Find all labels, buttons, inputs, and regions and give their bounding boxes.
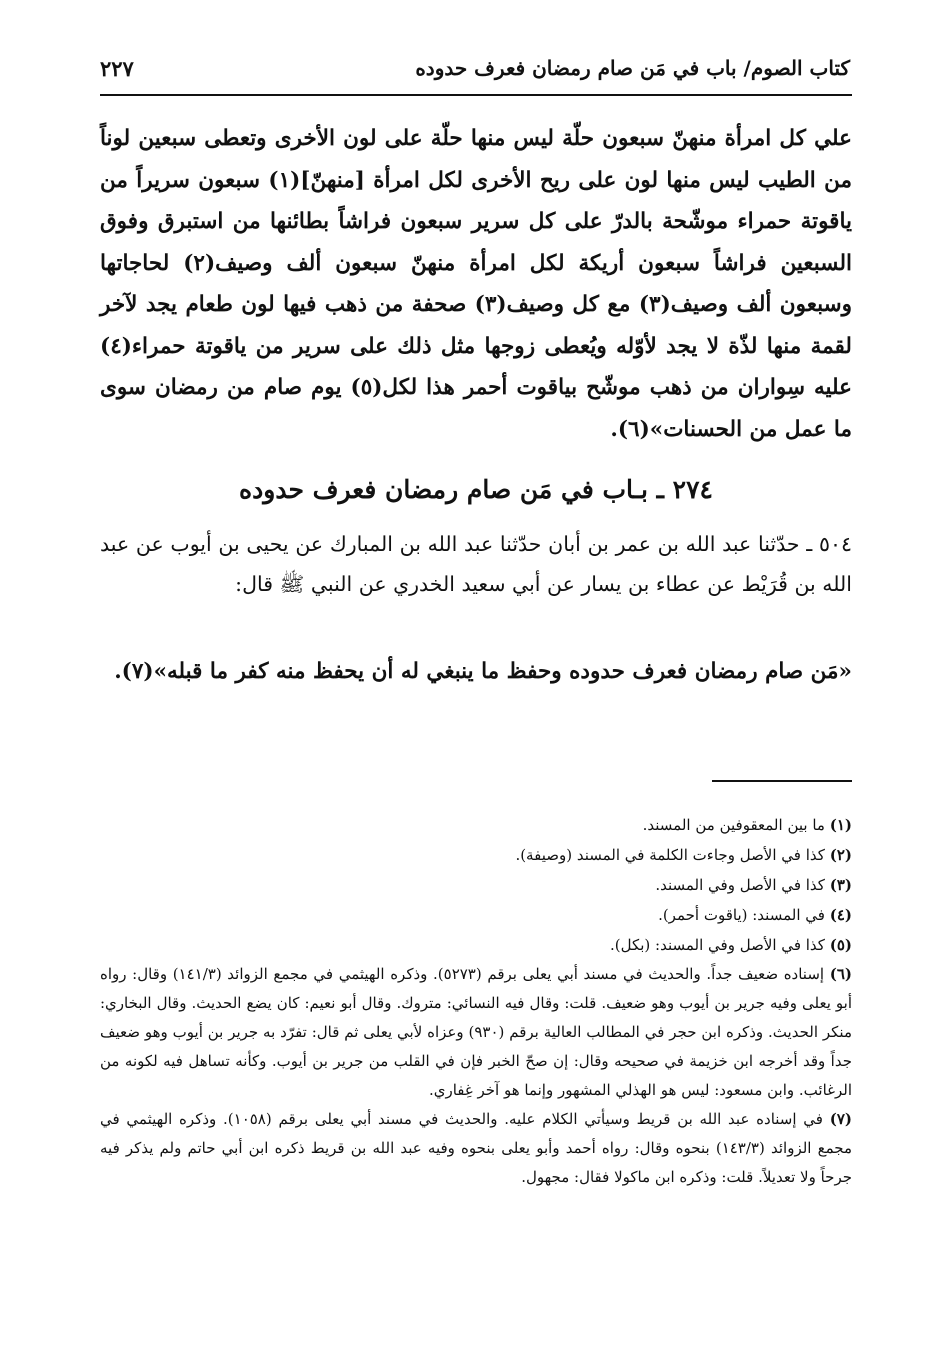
footnote-3 [100,870,852,900]
footnote-text: في إسناده عبد الله بن قريط وسيأتي الكلام عليه. والحديث في مسند أبي يعلى برقم (١٠٥٨). وذكره الهيثمي في مجمع الزوائد (١٤٣/٣) بنحوه وقال: رواه أحمد وأبو يعلى بنحوه وفيه عبد الله بن قريط ذكره ابن أبي حاتم ولم يذكر فيه جرحاً ولا تعديلاً. قلت: وذكره ابن ماكولا فقال: مجهول. [100,1110,852,1186]
footnote-text: كذا في الأصل وجاءت الكلمة في المسند (وصيفة). [515,846,825,864]
footnote-number: (٢) [829,846,852,864]
header-divider [100,94,852,96]
footnote-number: (٦) [829,965,852,983]
footnote-number: (٣) [829,876,852,894]
footnote-6 [100,960,852,1105]
footnote-4 [100,900,852,930]
chapter-heading: ٢٧٤ ـ بـاب في مَن صام رمضان فعرف حدوده [239,475,713,504]
hadith-isnad: ٥٠٤ ـ حدّثنا عبد الله بن عمر بن أبان حدّثنا عبد الله بن المبارك عن يحيى بن أيوب عن عبد الله بن قُرَيْط عن عطاء بن يسار عن أبي سعيد الخدري عن النبي ﷺ قال: [100,532,852,596]
main-text-block [100,118,852,450]
footnotes-section [100,810,852,1192]
footnote-text: ما بين المعقوفين من المسند. [642,816,825,834]
hadith-matn: «مَن صام رمضان فعرف حدوده وحفظ ما ينبغي له أن يحفظ منه كفر ما قبله»(٧). [114,659,852,684]
footnote-number: (٤) [829,906,852,924]
footnote-text: كذا في الأصل وفي المسند. [655,876,825,894]
page-number: ٢٢٧ [100,56,134,81]
footnote-number: (٧) [829,1110,852,1128]
footnote-number: (١) [829,816,852,834]
footnote-1 [100,810,852,840]
running-title: كتاب الصوم/ باب في مَن صام رمضان فعرف حدوده [415,56,850,80]
footnote-text: إسناده ضعيف جداً. والحديث في مسند أبي يعلى برقم (٥٢٧٣). وذكره الهيثمي في مجمع الزوائد (١٤١/٣) وقال: رواه أبو يعلى وفيه جرير بن أيوب وهو ضعيف. قلت: وقال فيه النسائي: متروك. وقال أبو نعيم: كان يضع الحديث. وقال البخاري: منكر الحديث. وذكره ابن حجر في المطالب العالية برقم (٩٣٠) وعزاه لأبي يعلى ثم قال: تفرّد به جرير بن أيوب وهو ضعيف جداً وقد أخرجه ابن خزيمة في صحيحه وقال: إن صحّ الخبر فإن في القلب من جرير بن أيوب. وكأنه تساهل فيه لكونه من الرغائب. وابن مسعود: ليس هو الهذلي المشهور وإنما هو آخر غِفاري. [100,965,852,1099]
footnote-7 [100,1105,852,1192]
footnote-divider [712,780,852,782]
footnote-text: كذا في الأصل وفي المسند: (بكل). [609,936,825,954]
footnote-2 [100,840,852,870]
footnote-number: (٥) [829,936,852,954]
running-header [100,56,850,92]
footnote-text: في المسند: (ياقوت أحمر). [658,906,825,924]
main-paragraph: علي كل امرأة منهنّ سبعون حلّة ليس منها حلّة على لون الأخرى وتعطى سبعين لوناً من الطيب ليس منها لون على ريح الأخرى لكل امرأة [منهنّ](١) سبعون سريراً من ياقوتة حمراء موشّحة بالدرّ على كل سرير سبعون فراشاً بطائنها من استبرق وفوق السبعين فراشاً سبعون أريكة لكل امرأة منهنّ سبعون ألف وصيف(٢) لحاجاتها وسبعون ألف وصيف(٣) مع كل وصيف(٣) صحفة من ذهب فيها لون طعام يجد لآخر لقمة منها لذّة لا يجد لأوّله ويُعطى زوجها مثل ذلك على سرير من ياقوتة حمراء(٤) عليه سِواران من ذهب موشّح بياقوت أحمر هذا لكل(٥) يوم صام من رمضان سوى ما عمل من الحسنات»(٦). [100,126,852,442]
footnote-5 [100,930,852,960]
